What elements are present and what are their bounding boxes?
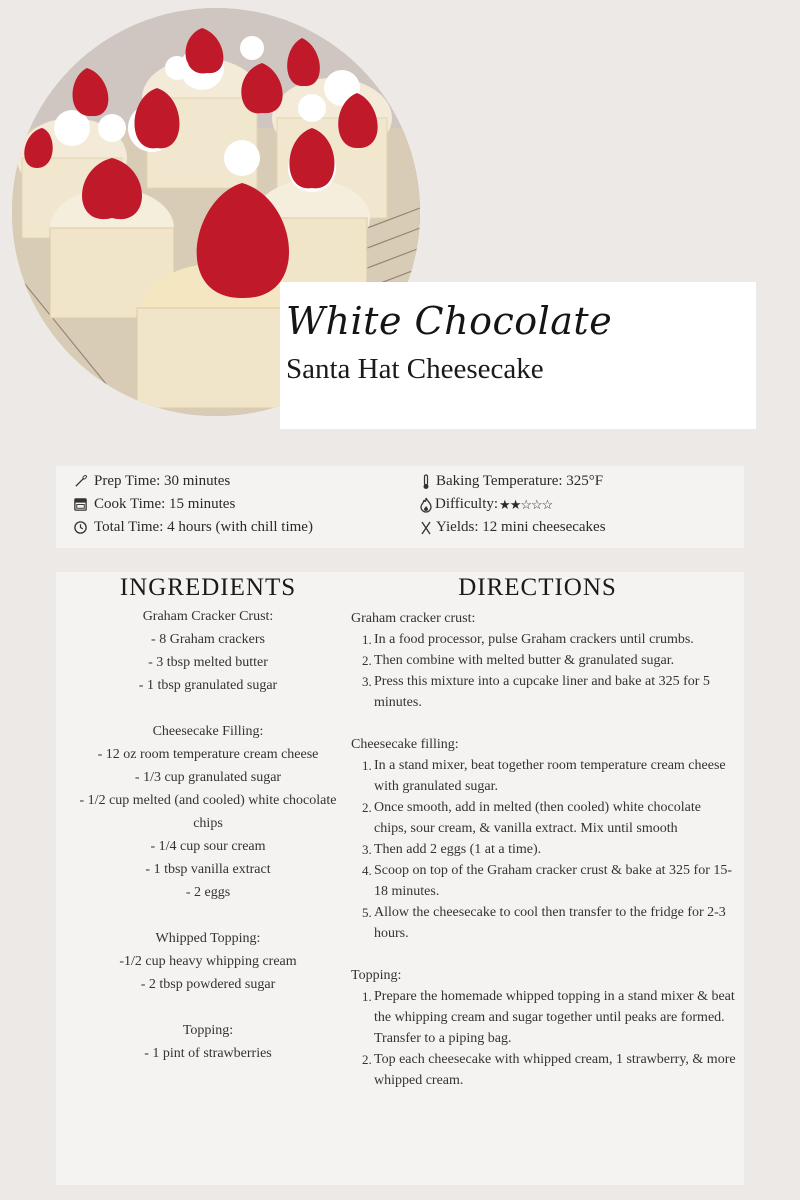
ingredients-list xyxy=(56,605,360,1065)
ingredient-group-title: Topping: xyxy=(182,1023,234,1038)
ingredient-item: - 1/2 cup melted (and cooled) white chocolate xyxy=(79,793,337,808)
direction-step: 1. Prepare the homemade whipped topping in a stand mixer & beat the whipping cream and sugar together until peaks are formed. Transfer to a piping bag. xyxy=(362,989,735,1046)
ingredient-item: -1/2 cup heavy whipping cream xyxy=(119,954,297,969)
total-time: Total Time: 4 hours (with chill time) xyxy=(72,516,313,539)
cook-time: Cook Time: 15 minutes xyxy=(72,493,235,516)
title-card xyxy=(280,282,756,429)
ingredient-item: - 1 tbsp granulated sugar xyxy=(138,678,278,693)
directions-section xyxy=(351,572,736,1091)
direction-step: 4. Scoop on top of the Graham cracker crust & bake at 325 for 15-18 minutes. xyxy=(362,863,733,899)
recipe-title-script: White Chocolate xyxy=(286,299,613,343)
directions-crust-list xyxy=(351,629,736,713)
difficulty-stars: ★★☆☆☆ xyxy=(499,496,553,512)
directions-topping-list xyxy=(351,986,736,1091)
recipe-info-box xyxy=(56,466,744,548)
ingredient-group-title: Cheesecake Filling: xyxy=(152,724,264,739)
clock-icon xyxy=(72,520,88,536)
ingredient-group-title: Whipped Topping: xyxy=(155,931,261,946)
direction-step: 2. Once smooth, add in melted (then cooled) white chocolate chips, sour cream, & vanilla extract. Mix until smooth xyxy=(362,800,701,836)
ingredient-item: - 8 Graham crackers xyxy=(151,632,265,647)
yields: Yields: 12 mini cheesecakes xyxy=(418,516,606,539)
baking-temperature: Baking Temperature: 325°F xyxy=(418,470,603,493)
flame-icon xyxy=(418,497,434,513)
direction-step: 5. Allow the cheesecake to cool then transfer to the fridge for 2-3 hours. xyxy=(362,905,726,941)
direction-step: 1. In a food processor, pulse Graham crackers until crumbs. xyxy=(362,632,694,647)
ingredient-item: - 2 eggs xyxy=(185,885,231,900)
ingredient-item: - 1 pint of strawberries xyxy=(144,1046,272,1061)
recipe-panel xyxy=(56,572,744,1185)
difficulty: Difficulty: ★★☆☆☆ xyxy=(418,493,552,516)
direction-step: 1. In a stand mixer, beat together room temperature cream cheese with granulated sugar. xyxy=(362,758,726,794)
prep-time: Prep Time: 30 minutes xyxy=(72,470,230,493)
direction-step: 3. Then add 2 eggs (1 at a time). xyxy=(362,842,542,857)
directions-heading: DIRECTIONS xyxy=(458,574,617,601)
direction-group-title: Cheesecake filling: xyxy=(351,737,459,752)
oven-icon xyxy=(72,497,88,513)
ingredient-group-title: Graham Cracker Crust: xyxy=(142,609,274,624)
ingredient-item: - 1 tbsp vanilla extract xyxy=(145,862,271,877)
whisk-icon xyxy=(72,474,88,490)
ingredient-item: - 2 tbsp powdered sugar xyxy=(140,977,276,992)
ingredients-heading: INGREDIENTS xyxy=(119,574,297,601)
direction-group-title: Topping: xyxy=(351,968,402,983)
directions-filling-list xyxy=(351,755,736,944)
direction-step: 2. Top each cheesecake with whipped cream, 1 strawberry, & more whipped cream. xyxy=(362,1052,736,1088)
utensils-icon xyxy=(418,520,434,536)
ingredient-item: - 12 oz room temperature cream cheese xyxy=(97,747,319,762)
ingredients-section xyxy=(56,572,360,1065)
direction-group-title: Graham cracker crust: xyxy=(351,611,476,626)
ingredient-item: - 1/3 cup granulated sugar xyxy=(134,770,282,785)
thermometer-icon xyxy=(418,474,434,490)
ingredient-item: - 1/4 cup sour cream xyxy=(150,839,266,854)
ingredient-item: - 3 tbsp melted butter xyxy=(148,655,268,670)
direction-step: 2. Then combine with melted butter & granulated sugar. xyxy=(362,653,675,668)
ingredient-item: chips xyxy=(193,816,223,831)
direction-step: 3. Press this mixture into a cupcake liner and bake at 325 for 5 minutes. xyxy=(362,674,710,710)
recipe-title-subtitle: Santa Hat Cheesecake xyxy=(286,353,544,385)
